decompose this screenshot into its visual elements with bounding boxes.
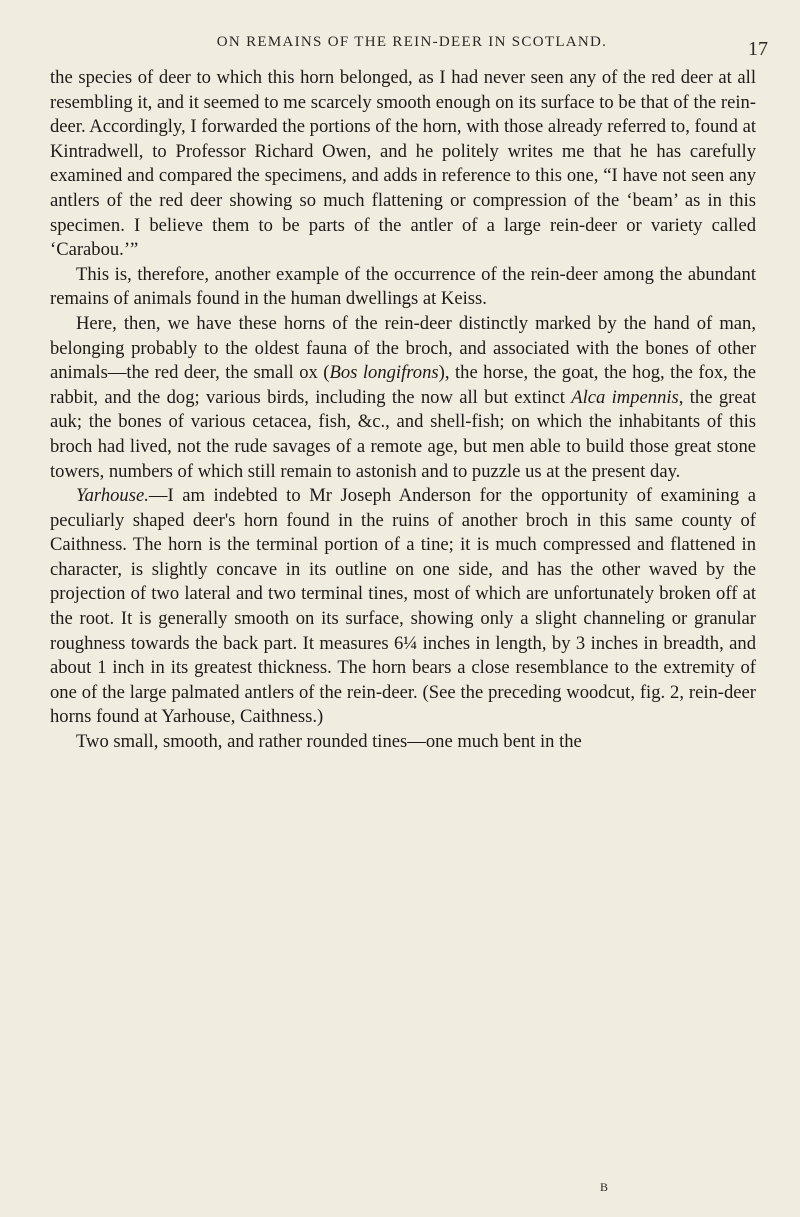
body-text: [50, 66, 756, 755]
paragraph-3-text-b: ), the horse, the goat, the hog, the fox, the rabbit, and the dog; various birds, including the now all but extinct: [50, 362, 757, 408]
paragraph-3-text-c: , the great auk; the bones of various cetacea, fish, &c., and shell-fish; on which the inhabitants of this broch had lived, not the rude savages of a remote age, but men able to build those great stone towers, numbers of which still remain to astonish and to puzzle us at the present day.: [50, 386, 756, 482]
section-heading-yarhouse: Yarhouse.: [76, 485, 149, 507]
signature-mark: B: [600, 1180, 609, 1194]
paragraph-5: Two small, smooth, and rather rounded tines—one much bent in the: [76, 731, 582, 753]
paragraph-3-text-a: Here, then, we have these horns of the rein-deer distinctly marked by the hand of man, belonging probably to the oldest fauna of the broch, and associated with the bones of other animals—the red deer, the small ox (: [50, 312, 756, 384]
paragraph-1: the species of deer to which this horn belonged, as I had never seen any of the red deer at all resembling it, and it seemed to me scarcely smooth enough on its surface to be that of the rein-deer. Accordingly, I forwarded the portions of the horn, with those already referred to, found at Kintradwell, to Professor Richard Owen, and he politely writes me that he has carefully examined and compared the specimens, and adds in reference to this one, “I have not seen any antlers of the red deer showing so much flattening or compression of the ‘beam’ as in this specimen. I believe them to be parts of the antler of a large rein-deer or variety called ‘Carabou.’”: [50, 67, 756, 261]
page-number: 17: [748, 38, 768, 60]
paragraph-3: [50, 312, 756, 484]
paragraph-4-text: —I am indebted to Mr Joseph Anderson for the opportunity of examining a peculiarly shaped deer's horn found in the ruins of another broch in this same county of Caithness. The horn is the terminal portion of a tine; it is much compressed and flattened in character, is slightly concave in its outline on one side, and has the other waved by the projection of two lateral and two terminal tines, most of which are unfortunately broken off at the root. It is generally smooth on its surface, showing only a slight channeling or granular roughness towards the back part. It measures 6¼ inches in length, by 3 inches in breadth, and about 1 inch in its greatest thickness. The horn bears a close resemblance to the extremity of one of the large palmated antlers of the rein-deer. (See the preceding woodcut, fig. 2, rein-deer horns found at Yarhouse, Caithness.): [50, 485, 756, 728]
running-head: ON REMAINS OF THE REIN-DEER IN SCOTLAND.: [216, 34, 608, 50]
paragraph-4: [50, 484, 756, 730]
species-name-alca-impennis: Alca impennis: [571, 386, 679, 408]
paragraph-2: This is, therefore, another example of the occurrence of the rein-deer among the abundant remains of animals found in the human dwellings at Keiss.: [50, 263, 756, 310]
species-name-bos-longifrons: Bos longifrons: [329, 362, 439, 384]
